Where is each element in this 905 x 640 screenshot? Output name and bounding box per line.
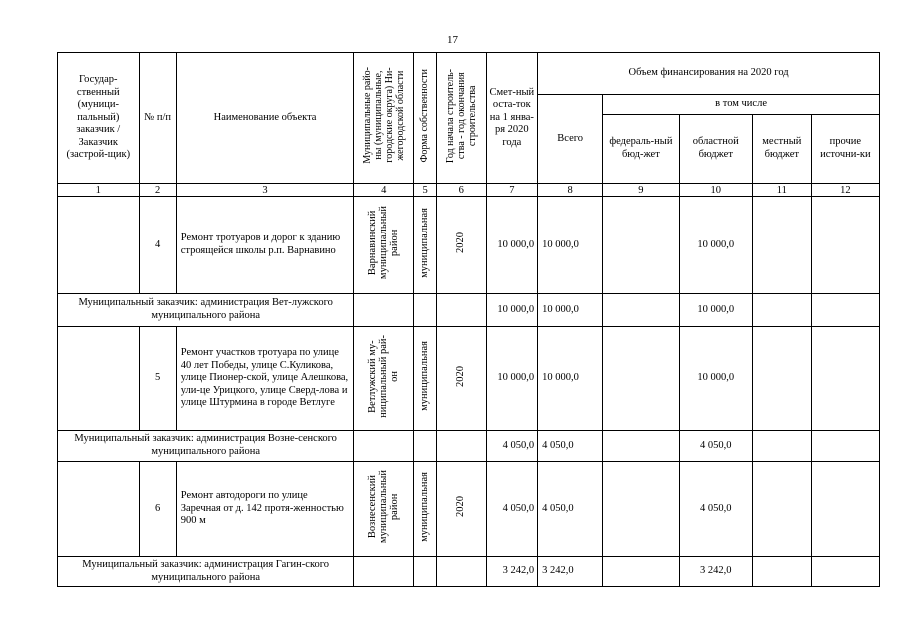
cell-regional: 4 050,0 bbox=[679, 431, 752, 462]
cell-object-name: Ремонт участков тротуара по улице 40 лет Победы, улице С.Куликова, улице Пионер-ской, улице Алешкова, ули-це Урицкого, улице Сверд-лова и улице Штурмина в городе Ветлуге bbox=[176, 327, 354, 431]
column-number: 3 bbox=[176, 184, 354, 197]
cell-total: 3 242,0 bbox=[538, 557, 603, 587]
cell-estimate: 10 000,0 bbox=[486, 294, 538, 327]
cell-other bbox=[811, 294, 879, 327]
column-number: 12 bbox=[811, 184, 879, 197]
cell-other bbox=[811, 327, 879, 431]
cell-number: 5 bbox=[139, 327, 176, 431]
header-customer: Государ-ственный (муници-пальный) заказчик / Заказчик (застрой-щик) bbox=[58, 53, 140, 184]
header-district: Муниципальные райо- ны (муниципальные, городские округа) Ни- жегородской области bbox=[354, 53, 414, 184]
cell-year bbox=[436, 431, 486, 462]
cell-regional: 10 000,0 bbox=[679, 294, 752, 327]
cell-district bbox=[354, 431, 414, 462]
cell-customer bbox=[58, 327, 140, 431]
cell-local bbox=[752, 294, 811, 327]
cell-ownership: муниципальная bbox=[414, 462, 437, 557]
cell-local bbox=[752, 557, 811, 587]
header-local: местный бюджет bbox=[752, 115, 811, 184]
cell-group-customer: Муниципальный заказчик: администрация Гагин-ского муниципального района bbox=[58, 557, 354, 587]
cell-ownership: муниципальная bbox=[414, 197, 437, 294]
cell-total: 4 050,0 bbox=[538, 462, 603, 557]
cell-object-name: Ремонт тротуаров и дорог к зданию строящейся школы р.п. Варнавино bbox=[176, 197, 354, 294]
cell-group-customer: Муниципальный заказчик: администрация Вет-лужского муниципального района bbox=[58, 294, 354, 327]
table-row bbox=[58, 327, 880, 431]
cell-year bbox=[436, 294, 486, 327]
header-total: Всего bbox=[538, 95, 603, 184]
header-estimate: Смет-ный оста-ток на 1 янва-ря 2020 года bbox=[486, 53, 538, 184]
cell-ownership bbox=[414, 431, 437, 462]
column-number: 1 bbox=[58, 184, 140, 197]
cell-federal bbox=[603, 294, 679, 327]
cell-estimate: 4 050,0 bbox=[486, 431, 538, 462]
cell-total: 10 000,0 bbox=[538, 197, 603, 294]
cell-ownership bbox=[414, 557, 437, 587]
page-number: 17 bbox=[447, 34, 458, 46]
cell-year: 2020 bbox=[436, 462, 486, 557]
column-number: 9 bbox=[603, 184, 679, 197]
cell-group-customer: Муниципальный заказчик: администрация Возне-сенского муниципального района bbox=[58, 431, 354, 462]
column-number: 7 bbox=[486, 184, 538, 197]
cell-other bbox=[811, 462, 879, 557]
header-federal: федераль-ный бюд-жет bbox=[603, 115, 679, 184]
cell-local bbox=[752, 431, 811, 462]
cell-local bbox=[752, 197, 811, 294]
cell-regional: 4 050,0 bbox=[679, 462, 752, 557]
cell-object-name: Ремонт автодороги по улице Заречная от д. 142 протя-женностью 900 м bbox=[176, 462, 354, 557]
cell-district: Варнавинский муниципальный район bbox=[354, 197, 414, 294]
table-row-customer-group bbox=[58, 294, 880, 327]
cell-number: 6 bbox=[139, 462, 176, 557]
header-including: в том числе bbox=[603, 95, 880, 115]
cell-regional: 10 000,0 bbox=[679, 197, 752, 294]
cell-customer bbox=[58, 462, 140, 557]
cell-number: 4 bbox=[139, 197, 176, 294]
cell-federal bbox=[603, 557, 679, 587]
cell-district bbox=[354, 294, 414, 327]
cell-estimate: 10 000,0 bbox=[486, 197, 538, 294]
cell-total: 4 050,0 bbox=[538, 431, 603, 462]
cell-year: 2020 bbox=[436, 327, 486, 431]
cell-ownership bbox=[414, 294, 437, 327]
column-number: 8 bbox=[538, 184, 603, 197]
cell-estimate: 4 050,0 bbox=[486, 462, 538, 557]
cell-local bbox=[752, 462, 811, 557]
header-financing: Объем финансирования на 2020 год bbox=[538, 53, 880, 95]
header-regional: областной бюджет bbox=[679, 115, 752, 184]
table-row-customer-group bbox=[58, 431, 880, 462]
financing-table bbox=[57, 52, 880, 587]
cell-regional: 10 000,0 bbox=[679, 327, 752, 431]
column-number: 5 bbox=[414, 184, 437, 197]
cell-estimate: 10 000,0 bbox=[486, 327, 538, 431]
column-number-row bbox=[58, 184, 880, 197]
table-row-customer-group bbox=[58, 557, 880, 587]
cell-federal bbox=[603, 327, 679, 431]
cell-other bbox=[811, 557, 879, 587]
column-number: 11 bbox=[752, 184, 811, 197]
cell-federal bbox=[603, 431, 679, 462]
cell-federal bbox=[603, 197, 679, 294]
cell-total: 10 000,0 bbox=[538, 294, 603, 327]
cell-district: Вознесенский муниципальный район bbox=[354, 462, 414, 557]
cell-estimate: 3 242,0 bbox=[486, 557, 538, 587]
header-object-name: Наименование объекта bbox=[176, 53, 354, 184]
column-number: 10 bbox=[679, 184, 752, 197]
cell-district bbox=[354, 557, 414, 587]
header-years: Год начала строитель- ства - год окончания строительства bbox=[436, 53, 486, 184]
column-number: 4 bbox=[354, 184, 414, 197]
header-ownership: Форма собственности bbox=[414, 53, 437, 184]
cell-local bbox=[752, 327, 811, 431]
column-number: 2 bbox=[139, 184, 176, 197]
cell-year bbox=[436, 557, 486, 587]
header-number: № п/п bbox=[139, 53, 176, 184]
table-row bbox=[58, 462, 880, 557]
cell-other bbox=[811, 197, 879, 294]
column-number: 6 bbox=[436, 184, 486, 197]
cell-year: 2020 bbox=[436, 197, 486, 294]
cell-total: 10 000,0 bbox=[538, 327, 603, 431]
header-other: прочие источни-ки bbox=[811, 115, 879, 184]
cell-regional: 3 242,0 bbox=[679, 557, 752, 587]
cell-other bbox=[811, 431, 879, 462]
cell-district: Ветлужский му- ниципальный рай- он bbox=[354, 327, 414, 431]
cell-customer bbox=[58, 197, 140, 294]
table-row bbox=[58, 197, 880, 294]
cell-ownership: муниципальная bbox=[414, 327, 437, 431]
cell-federal bbox=[603, 462, 679, 557]
